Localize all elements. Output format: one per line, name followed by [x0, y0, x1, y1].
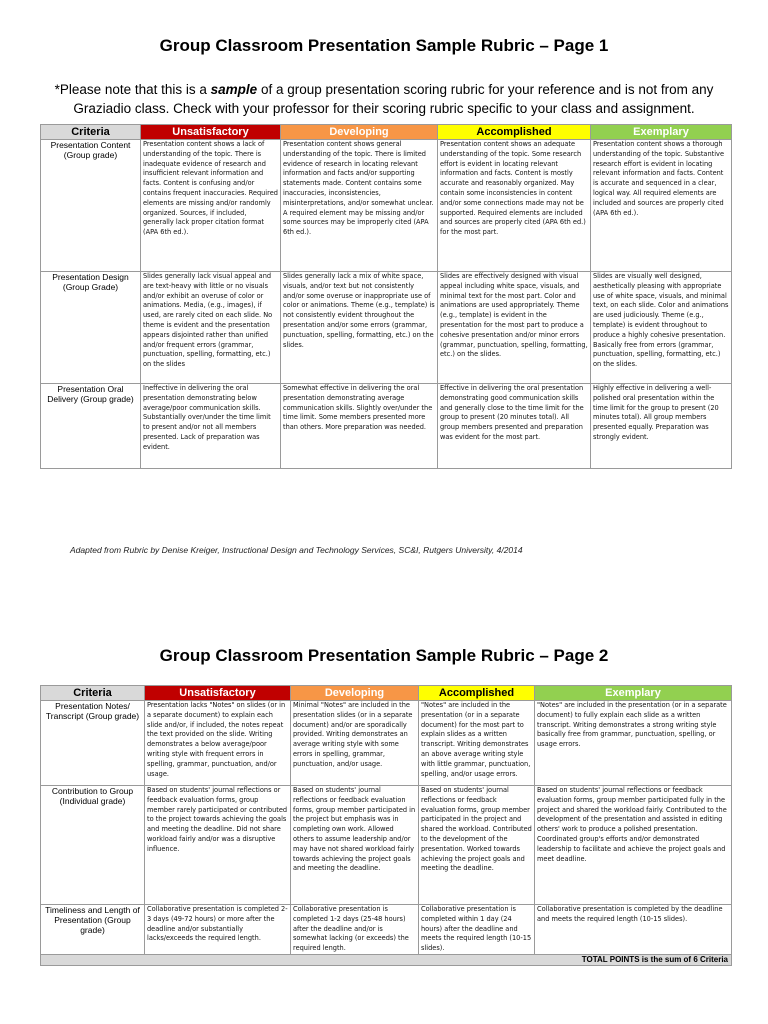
header-accomplished: Accomplished [419, 686, 535, 701]
exemplary-cell: Slides are visually well designed, aesthetically pleasing with appropriate use of white space, visuals, and minimal text, on each slide. Color and animations are used judiciously. Theme (e.g., template) is evident throughout to produce a highly cohesive presentation. Basically free from errors (grammar, punctuation, spelling, formatting, etc.) on the slides. [591, 272, 732, 384]
exemplary-cell: Presentation content shows a thorough understanding of the topic. Substantive research effort is evident in locating relevant information and facts. Content is accurate and sequenced in a clear, logical way. All required elements are included and sources are properly cited (APA 6th ed.). [591, 140, 732, 272]
unsatisfactory-cell: Presentation content shows a lack of understanding of the topic. There is inadequate evidence of research and insufficient relevant information and facts. Content is confusing and/or contains frequent inaccuracies. Required elements are missing and/or randomly organized. Sources, if included, generally lack proper citation format (APA 6th ed.). [141, 140, 281, 272]
total-points-note: TOTAL POINTS is the sum of 6 Criteria [41, 954, 732, 965]
developing-cell: Minimal "Notes" are included in the presentation slides (or in a separate document) and/or are sporadically provided. Writing demonstrates an average writing style with some errors in spelling, grammar, punctuation, and/or usage. [291, 701, 419, 786]
developing-cell: Slides generally lack a mix of white space, visuals, and/or text but not consistently and/or some overuse or inappropriate use of color or animations. Theme (e.g., template) is not consistently evident throughout the presentation and/or some errors (grammar, punctuation, spelling, formatting, etc.) on the slides. [281, 272, 438, 384]
accomplished-cell: "Notes" are included in the presentation (or in a separate document) for the most part to explain slides as a written transcript. Writing demonstrates an above average writing style with little grammar, punctuation, spelling, and/or usage errors. [419, 701, 535, 786]
unsatisfactory-cell: Collaborative presentation is completed 2-3 days (49-72 hours) or more after the deadline and/or substantially lacks/exceeds the required length. [145, 905, 291, 955]
accomplished-cell: Presentation content shows an adequate understanding of the topic. Some research effort is evident in locating relevant information and facts. Content is mostly accurate and reasonably organized. May contain some inconsistencies in content and/or some connections made may not be supported. Required elements are included and sources are properly cited (APA 6th ed.) for the most part. [438, 140, 591, 272]
unsatisfactory-cell: Presentation lacks "Notes" on slides (or in a separate document) to explain each slide and/or, if included, the notes repeat the text provided on the slide. Writing demonstrates a below average/poor writing style with frequent errors in spelling, grammar, punctuation, and/or usage. [145, 701, 291, 786]
rubric-row-notes [41, 701, 732, 786]
rubric-row-design [41, 272, 732, 384]
developing-cell: Presentation content shows general understanding of the topic. There is limited evidence of research in locating relevant information and facts and/or supporting statements made. Content contains some inaccuracies, inconsistencies, misinterpretations, and/or somewhat unclear. A required element may be missing and/or some sources may be improperly cited (APA 6th ed.). [281, 140, 438, 272]
rubric-table-page2 [40, 685, 732, 966]
accomplished-cell: Collaborative presentation is completed within 1 day (24 hours) after the deadline and meets the required length (10-15 slides). [419, 905, 535, 955]
developing-cell: Based on students' journal reflections or feedback evaluation forms, group member participated in the project but emphasis was in completing own work. Allowed others to assume leadership and/or may have not shared workload fairly towards achieving the project goals and meeting the deadline. [291, 786, 419, 905]
exemplary-cell: Based on students' journal reflections or feedback evaluation forms, group member participated fully in the project and shared the workload fairly. Contributed to the development of the presentation and assisted in editing others' work to produce a polished presentation. Coordinated group's efforts and/or demonstrated leadership to facilitate and achieve the project goals and meet deadline. [535, 786, 732, 905]
page2-title: Group Classroom Presentation Sample Rubric – Page 2 [159, 646, 609, 665]
accomplished-cell: Effective in delivering the oral presentation demonstrating good communication skills and generally close to the time limit for the group to present (20 minutes total). All group members presented and preparation was evident for the most part. [438, 384, 591, 469]
total-row [41, 954, 732, 965]
header-row [41, 125, 732, 140]
disclaimer-note [40, 80, 728, 118]
exemplary-cell: Collaborative presentation is completed by the deadline and meets the required length (10-15 slides). [535, 905, 732, 955]
header-accomplished: Accomplished [438, 125, 591, 140]
header-developing: Developing [291, 686, 419, 701]
criteria-cell: Timeliness and Length of Presentation (Group grade) [41, 905, 145, 955]
unsatisfactory-cell: Slides generally lack visual appeal and are text-heavy with little or no visuals and/or exhibit an overuse of color or animations. Media, (e.g., images), if used, are rarely cited on each slide. No theme is evident and the presentation appears disjointed rather than unified and/or frequent errors (grammar, punctuation, spelling, formatting, etc.) on the slides [141, 272, 281, 384]
header-unsatisfactory: Unsatisfactory [141, 125, 281, 140]
header-criteria: Criteria [41, 125, 141, 140]
accomplished-cell: Slides are effectively designed with visual appeal including white space, visuals, and minimal text for the most part. Color and animations are used appropriately. Theme (e.g., template) is evident in the presentation for the most part to produce a cohesive presentation and/or minor errors (grammar, punctuation, spelling, formatting, etc.) on the slides. [438, 272, 591, 384]
developing-cell: Somewhat effective in delivering the oral presentation demonstrating average communication skills. Slightly over/under the time limit. Some members presented more than others. More preparation was needed. [281, 384, 438, 469]
header-row [41, 686, 732, 701]
developing-cell: Collaborative presentation is completed 1-2 days (25-48 hours) after the deadline and/or is somewhat lacking (or exceeds) the required length. [291, 905, 419, 955]
unsatisfactory-cell: Based on students' journal reflections or feedback evaluation forms, group member rarely participated or contributed to the project towards achieving the goals and meeting the deadline. Did not share workload fairly and/or was a disruptive influence. [145, 786, 291, 905]
exemplary-cell: "Notes" are included in the presentation (or in a separate document) to fully explain each slide as a written transcript. Writing demonstrates a strong writing style basically free from grammar, punctuation, spelling, or usage errors. [535, 701, 732, 786]
rubric-row-delivery [41, 384, 732, 469]
header-exemplary: Exemplary [591, 125, 732, 140]
criteria-cell: Presentation Oral Delivery (Group grade) [41, 384, 141, 469]
unsatisfactory-cell: Ineffective in delivering the oral presentation demonstrating below average/poor communication skills. Substantially over/under the time limit to present and/or not all members presented. Lack of preparation was evident. [141, 384, 281, 469]
criteria-cell: Presentation Content (Group grade) [41, 140, 141, 272]
note-text-start: *Please note that this is a [54, 82, 211, 97]
page1-title: Group Classroom Presentation Sample Rubric – Page 1 [159, 36, 609, 55]
rubric-row-contribution [41, 786, 732, 905]
criteria-cell: Contribution to Group (Individual grade) [41, 786, 145, 905]
criteria-cell: Presentation Design (Group Grade) [41, 272, 141, 384]
note-emphasis: sample [210, 82, 258, 97]
exemplary-cell: Highly effective in delivering a well-polished oral presentation within the time limit for the group to present (20 minutes total). All group members presented equally. Preparation was strongly evident. [591, 384, 732, 469]
header-criteria: Criteria [41, 686, 145, 701]
header-developing: Developing [281, 125, 438, 140]
header-exemplary: Exemplary [535, 686, 732, 701]
rubric-row-content [41, 140, 732, 272]
note-text-end: of a group presentation scoring rubric for your reference and is not from any Graziadio class. Check with your professor for their scoring rubric specific to your class and assignment. [73, 82, 714, 116]
header-unsatisfactory: Unsatisfactory [145, 686, 291, 701]
rubric-table-page1 [40, 124, 732, 469]
rubric-row-timeliness [41, 905, 732, 955]
source-credit: Adapted from Rubric by Denise Kreiger, Instructional Design and Technology Services, SC&I, Rutgers University, 4/2014 [70, 545, 523, 555]
criteria-cell: Presentation Notes/ Transcript (Group grade) [41, 701, 145, 786]
accomplished-cell: Based on students' journal reflections or feedback evaluation forms, group member participated in the project and shared the workload. Contributed to the development of the presentation. Worked towards achieving the project goals and meeting the deadline. [419, 786, 535, 905]
